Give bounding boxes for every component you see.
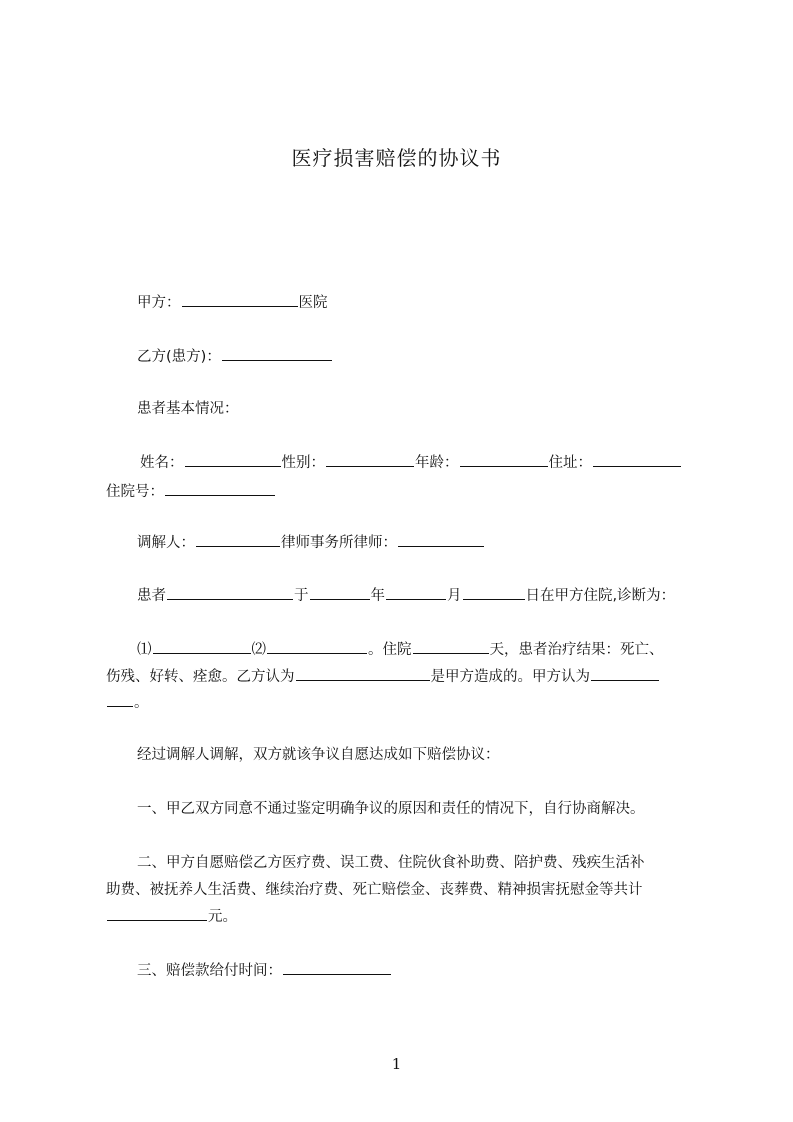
diagnosis-item-1: ⑴ [137, 642, 152, 658]
diagnosis-1-blank[interactable] [153, 639, 251, 654]
gender-label: 性别： [281, 455, 325, 471]
compensation-amount-blank[interactable] [107, 906, 207, 921]
lawyer-blank[interactable] [398, 532, 484, 547]
admission-year: 年 [370, 588, 385, 604]
clause-3-label: 三、赔偿款给付时间： [137, 963, 282, 979]
clause-1: 一、甲乙双方同意不通过鉴定明确争议的原因和责任的情况下，自行协商解决。 [137, 801, 645, 817]
party-b-line [137, 346, 333, 367]
diagnosis-2-blank[interactable] [267, 639, 367, 654]
patient-name-blank[interactable] [167, 585, 293, 600]
name-blank[interactable] [185, 452, 281, 467]
lawyer-label: 律师事务所律师： [281, 535, 397, 551]
hospital-no-blank[interactable] [165, 481, 275, 496]
patient-info-heading: 患者基本情况： [137, 401, 239, 417]
party-b-label: 乙方(患方)： [137, 349, 221, 365]
admission-yu: 于 [294, 588, 309, 604]
diagnosis-stay: 。住院 [368, 642, 412, 658]
age-label: 年龄： [415, 455, 459, 471]
admission-day-text: 日在甲方住院,诊断为： [525, 588, 676, 604]
party-a-label: 甲方： [137, 295, 181, 311]
name-label: 姓名： [140, 455, 184, 471]
page-number: 1 [391, 1055, 402, 1073]
document-title: 医疗损害赔偿的协议书 [291, 146, 502, 170]
diagnosis-line-3 [106, 692, 149, 713]
mediator-line [137, 532, 485, 553]
stay-days-blank[interactable] [413, 639, 489, 654]
diagnosis-item-2: ⑵ [251, 642, 266, 658]
party-a-opinion-blank-cont[interactable] [107, 692, 133, 707]
party-a-opinion-blank[interactable] [591, 666, 659, 681]
admission-line [137, 585, 675, 606]
admission-prefix: 患者 [137, 588, 166, 604]
clause-2-line3-end: 元。 [208, 909, 237, 925]
patient-fields-line [140, 452, 682, 473]
diagnosis-line3-end: 。 [134, 695, 149, 711]
party-a-line [137, 292, 328, 313]
clause-2-line-1: 二、甲方自愿赔偿乙方医疗费、误工费、住院伙食补助费、陪护费、残疾生活补 [137, 855, 645, 871]
party-a-suffix: 医院 [298, 295, 328, 311]
address-blank[interactable] [593, 452, 681, 467]
diagnosis-result: 天，患者治疗结果：死亡、 [489, 642, 664, 658]
year-blank[interactable] [310, 585, 370, 600]
party-b-opinion-blank[interactable] [296, 666, 430, 681]
hospital-no-line [106, 481, 276, 502]
gender-blank[interactable] [326, 452, 414, 467]
payment-time-blank[interactable] [283, 960, 391, 975]
age-blank[interactable] [460, 452, 548, 467]
diagnosis-line2-a: 伤残、好转、痊愈。乙方认为 [106, 669, 295, 685]
mediator-label: 调解人： [137, 535, 195, 551]
mediator-blank[interactable] [196, 532, 280, 547]
intro-paragraph: 经过调解人调解，双方就该争议自愿达成如下赔偿协议： [137, 747, 500, 763]
admission-month: 月 [447, 588, 462, 604]
month-blank[interactable] [386, 585, 446, 600]
clause-3-line [137, 960, 392, 981]
diagnosis-line-2 [106, 666, 660, 687]
clause-2-line-3 [106, 906, 237, 927]
hospital-no-label: 住院号： [106, 484, 164, 500]
party-b-blank[interactable] [222, 346, 332, 361]
diagnosis-line-1 [137, 639, 664, 660]
clause-2-line-2: 助费、被抚养人生活费、继续治疗费、死亡赔偿金、丧葬费、精神损害抚慰金等共计 [106, 882, 643, 898]
day-blank[interactable] [463, 585, 525, 600]
diagnosis-line2-b: 是甲方造成的。甲方认为 [430, 669, 590, 685]
address-label: 住址： [548, 455, 592, 471]
party-a-blank[interactable] [182, 292, 298, 307]
